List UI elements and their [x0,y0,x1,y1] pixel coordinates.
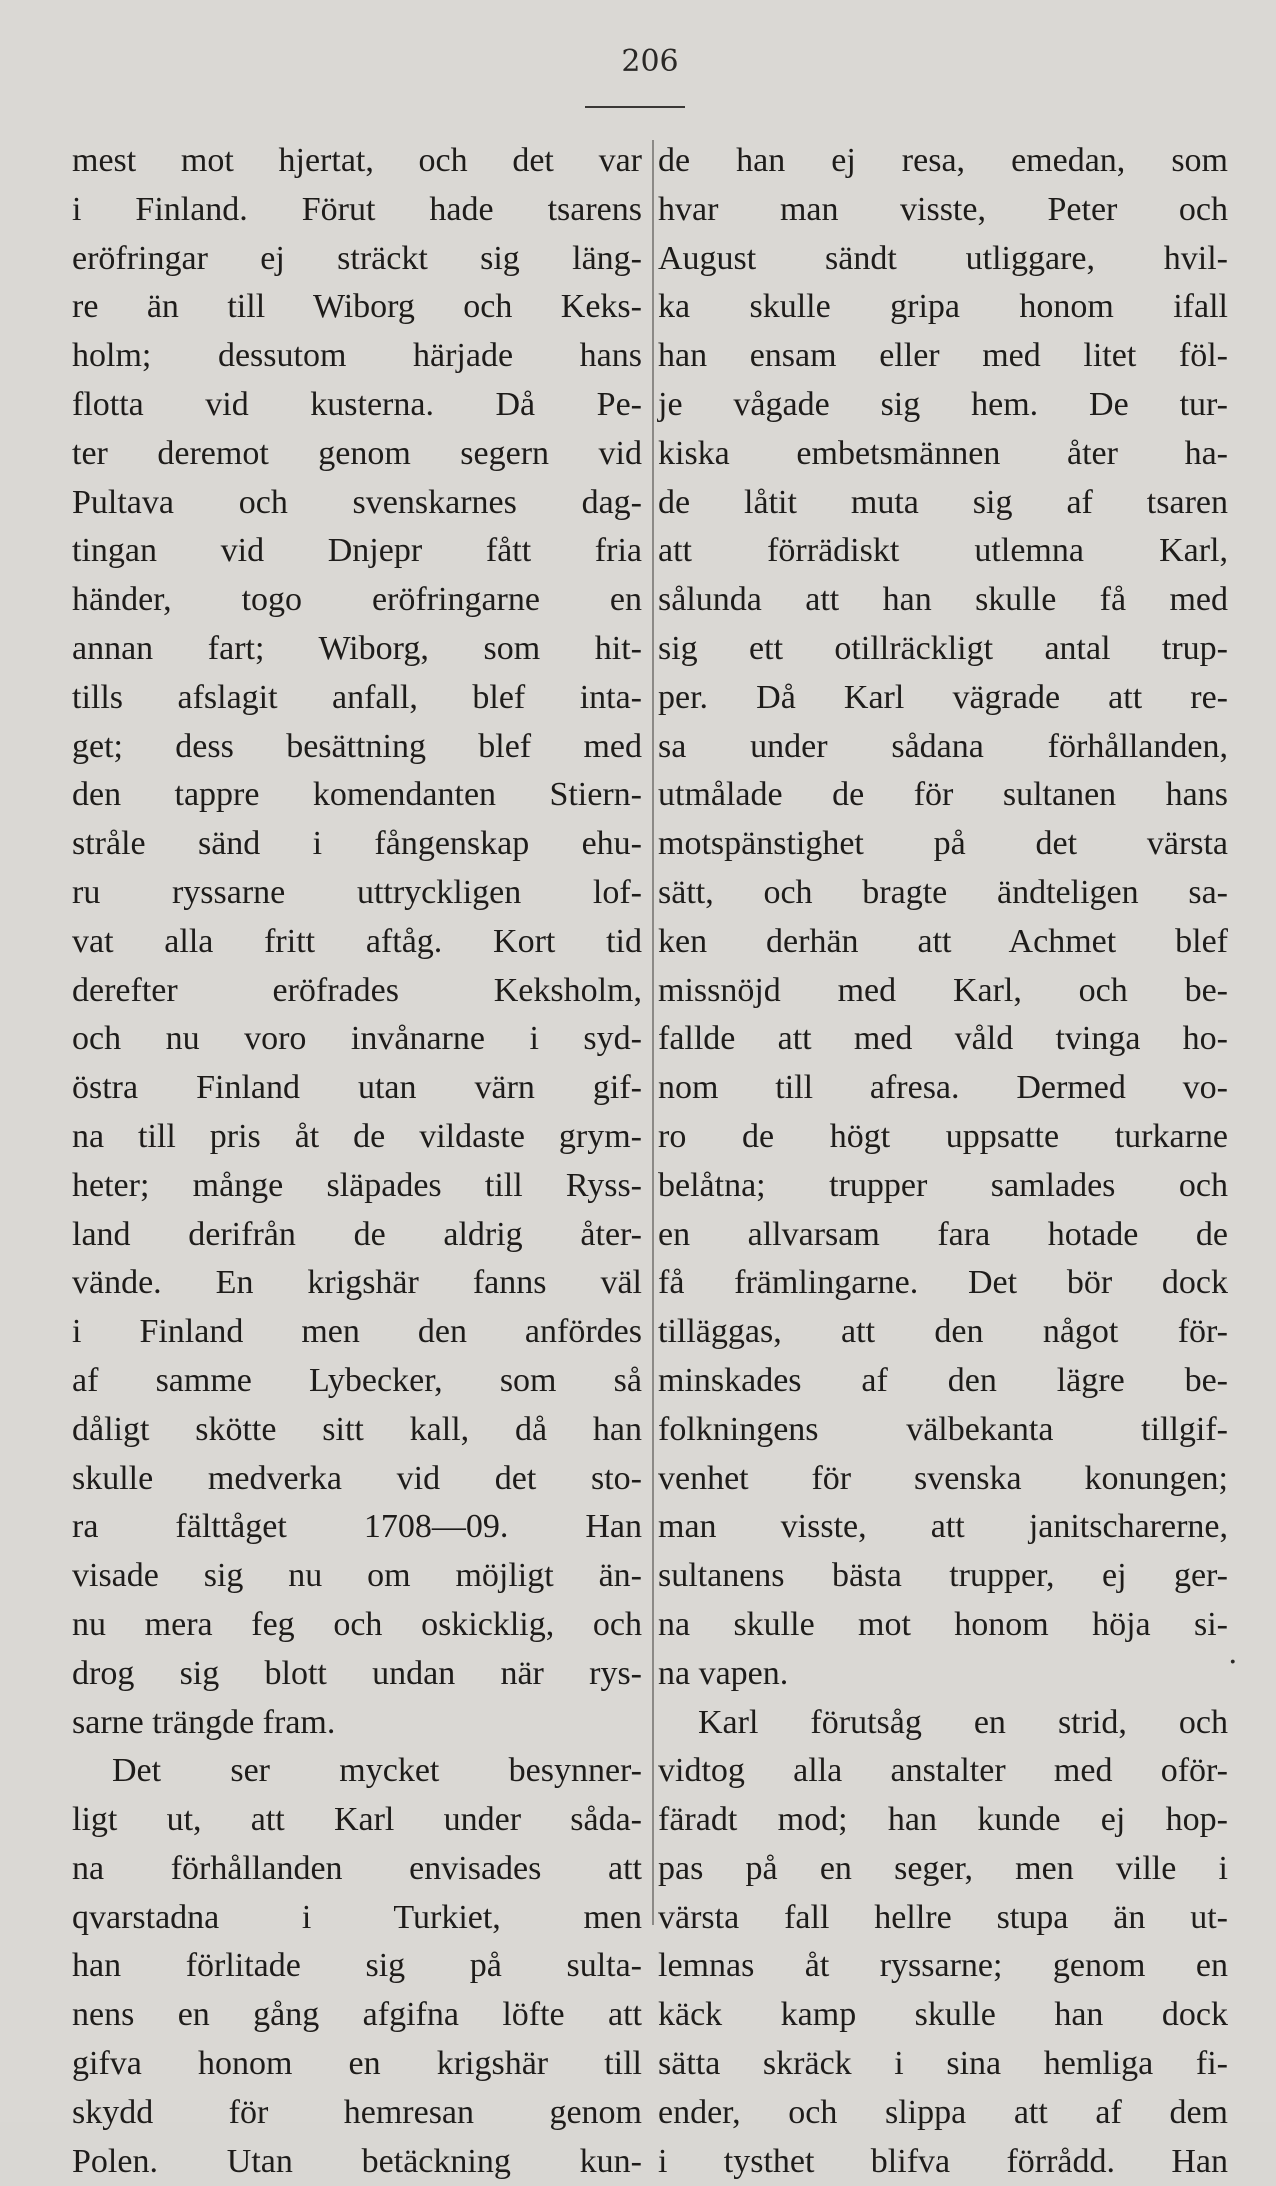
text-line: Polen. Utan betäckning kun- [72,2142,642,2180]
text-line: drog sig blott undan när rys- [72,1654,642,1692]
text-line: värsta fall hellre stupa än ut- [658,1898,1228,1936]
text-line: käck kamp skulle han dock [658,1996,1228,2034]
text-line: utmålade de för sultanen hans [658,776,1228,814]
text-line: na vapen. [658,1654,789,1692]
text-line: minskades af den lägre be- [658,1361,1228,1399]
text-line: ligt ut, att Karl under såda- [72,1801,642,1839]
stray-mark: . [1228,1636,1238,1671]
text-line: ru ryssarne uttryckligen lof- [72,873,642,911]
text-line: mest mot hjertat, och det var [72,142,642,179]
text-line: dåligt skötte sitt kall, då han [72,1410,642,1448]
text-line: derefter eröfrades Keksholm, [72,971,642,1009]
text-line: han förlitade sig på sulta- [72,1947,642,1985]
text-line: na förhållanden envisades att [72,1849,642,1887]
left-column [72,137,642,2186]
text-line: tingan vid Dnjepr fått fria [72,532,642,570]
text-line: pas på en seger, men ville i [658,1849,1228,1887]
text-line: ken derhän att Achmet blef [658,922,1228,960]
text-line: händer, togo eröfringarne en [72,581,642,619]
text-line: get; dess besättning blef med [72,727,642,765]
text-line: per. Då Karl vägrade att re- [658,678,1228,716]
text-line: nom till afresa. Dermed vo- [658,1069,1228,1107]
text-line: sätta skräck i sina hemliga fi- [658,2045,1228,2083]
text-line: kiska embetsmännen åter ha- [658,434,1228,472]
text-line: af samme Lybecker, som så [72,1361,642,1399]
text-line: och nu voro invånarne i syd- [72,1020,642,1058]
text-line: tilläggas, att den något för- [658,1313,1228,1351]
text-line: ra fälttåget 1708—09. Han [72,1508,642,1546]
text-line: ro de högt uppsatte turkarne [658,1117,1228,1155]
right-column [658,137,1228,2186]
text-line: Det ser mycket besynner- [112,1752,642,1790]
text-line: sultanens bästa trupper, ej ger- [658,1557,1228,1595]
text-line: man visste, att janitscharerne, [658,1508,1228,1546]
text-line: motspänstighet på det värsta [658,825,1228,863]
text-line: folkningens välbekanta tillgif- [658,1410,1228,1448]
text-line: vat alla fritt aftåg. Kort tid [72,922,642,960]
text-line: vidtog alla anstalter med oför- [658,1752,1228,1790]
text-line: ender, och slippa att af dem [658,2093,1228,2131]
text-line: venhet för svenska konungen; [658,1459,1228,1497]
text-line: missnöjd med Karl, och be- [658,971,1228,1009]
page-number: 206 [621,44,679,79]
text-line: fallde att med våld tvinga ho- [658,1020,1228,1058]
text-line: i Finland men den anfördes [72,1313,642,1351]
header-rule [585,106,685,108]
text-line: sarne trängde fram. [72,1703,336,1741]
text-line: Karl förutsåg en strid, och [698,1703,1228,1741]
text-line: qvarstadna i Turkiet, men [72,1898,642,1936]
text-line: ter deremot genom segern vid [72,434,642,472]
text-line: annan fart; Wiborg, som hit- [72,629,642,667]
text-line: sätt, och bragte ändteligen sa- [658,873,1228,911]
text-line: re än till Wiborg och Keks- [72,288,642,326]
text-line: sa under sådana förhållanden, [658,727,1228,765]
text-line: de han ej resa, emedan, som [658,142,1228,179]
text-line: i Finland. Förut hade tsarens [72,190,642,228]
text-line: nens en gång afgifna löfte att [72,1996,642,2034]
text-line: hvar man visste, Peter och [658,190,1228,228]
text-line: belåtna; trupper samlades och [658,1166,1228,1204]
text-line: land derifrån de aldrig åter- [72,1215,642,1253]
text-line: sig ett otillräckligt antal trup- [658,629,1228,667]
text-line: sålunda att han skulle få med [658,581,1228,619]
text-line: vände. En krigshär fanns väl [72,1264,642,1302]
text-line: eröfringar ej sträckt sig läng- [72,239,642,277]
text-line: flotta vid kusterna. Då Pe- [72,385,642,423]
text-line: en allvarsam fara hotade de [658,1215,1228,1253]
text-line: de låtit muta sig af tsaren [658,483,1228,521]
text-line: nu mera feg och oskicklig, och [72,1605,642,1643]
text-line: August sändt utliggare, hvil- [658,239,1228,277]
text-line: skulle medverka vid det sto- [72,1459,642,1497]
text-line: tills afslagit anfall, blef inta- [72,678,642,716]
column-divider [652,140,654,1925]
text-line: färadt mod; han kunde ej hop- [658,1801,1228,1839]
text-line: visade sig nu om möjligt än- [72,1557,642,1595]
text-line: skydd för hemresan genom [72,2093,642,2131]
text-line: heter; månge släpades till Ryss- [72,1166,642,1204]
text-line: stråle sänd i fångenskap ehu- [72,825,642,863]
text-line: holm; dessutom härjade hans [72,337,642,375]
text-line: Pultava och svenskarnes dag- [72,483,642,521]
text-line: na skulle mot honom höja si- [658,1605,1228,1643]
text-line: i tysthet blifva förrådd. Han [658,2142,1228,2180]
text-line: att förrädiskt utlemna Karl, [658,532,1228,570]
text-line: gifva honom en krigshär till [72,2045,642,2083]
text-line: östra Finland utan värn gif- [72,1069,642,1107]
text-line: na till pris åt de vildaste grym- [72,1117,642,1155]
text-line: den tappre komendanten Stiern- [72,776,642,814]
text-line: få främlingarne. Det bör dock [658,1264,1228,1302]
text-line: ka skulle gripa honom ifall [658,288,1228,326]
text-line: je vågade sig hem. De tur- [658,385,1228,423]
text-line: lemnas åt ryssarne; genom en [658,1947,1228,1985]
text-line: han ensam eller med litet föl- [658,337,1228,375]
